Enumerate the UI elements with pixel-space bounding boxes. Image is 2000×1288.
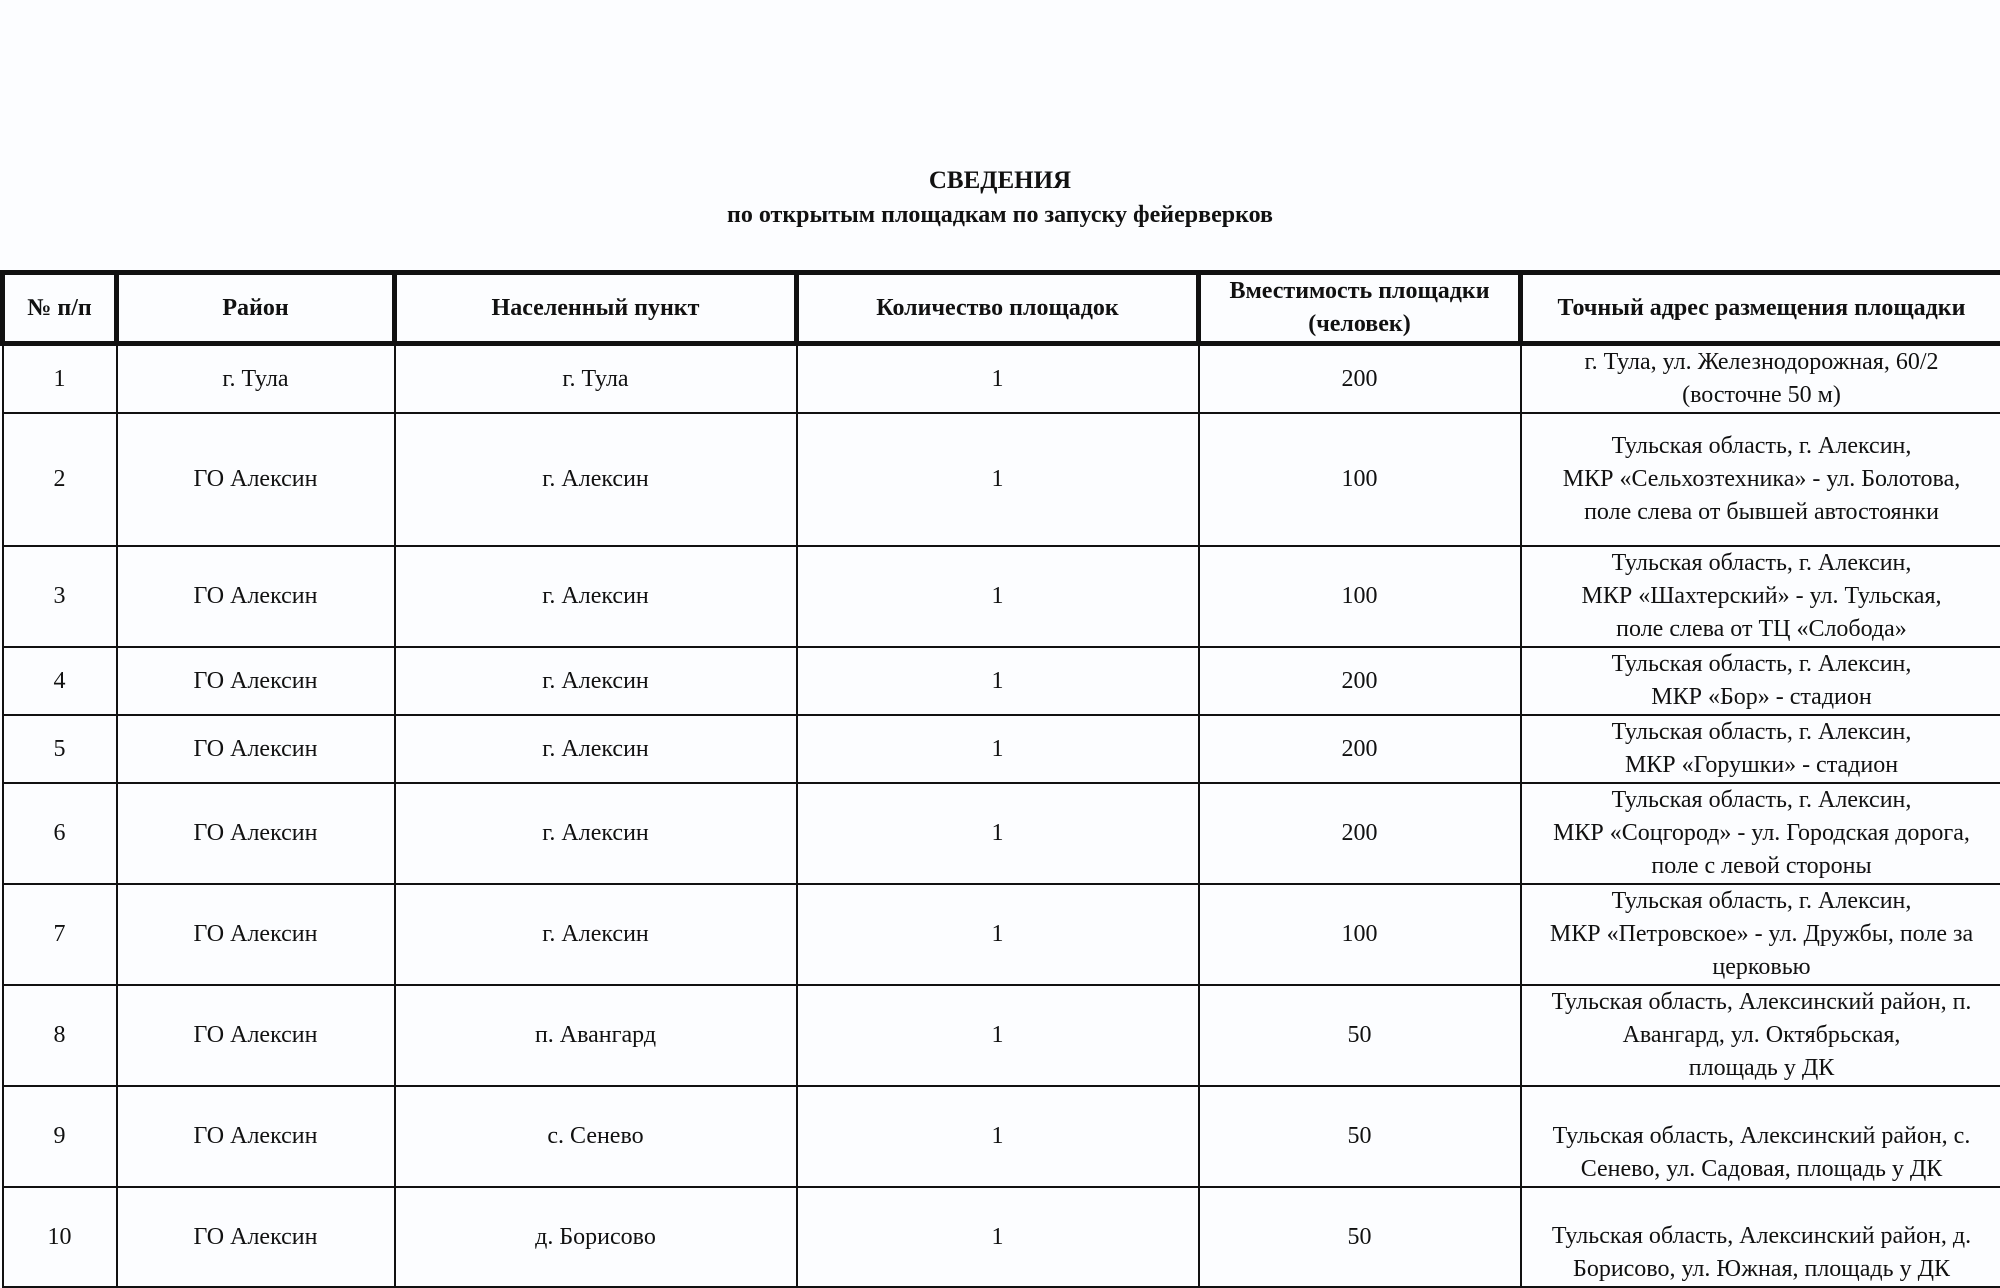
- cell-count: 1: [797, 1187, 1199, 1287]
- cell-address: [1521, 413, 2000, 546]
- cell-settlement: п. Авангард: [395, 985, 797, 1086]
- table-row: [3, 783, 2000, 884]
- cell-address: [1521, 1187, 2000, 1287]
- cell-settlement: с. Сенево: [395, 1086, 797, 1187]
- cell-capacity: 50: [1199, 1187, 1521, 1287]
- address-line: Тульская область, г. Алексин,: [1526, 547, 1998, 580]
- header-capacity-line2: (человек): [1204, 308, 1515, 341]
- table-row: [3, 884, 2000, 985]
- address-line: МКР «Сельхозтехника» - ул. Болотова,: [1526, 463, 1998, 496]
- cell-num: 3: [3, 546, 117, 647]
- cell-settlement: г. Алексин: [395, 647, 797, 715]
- cell-count: 1: [797, 546, 1199, 647]
- cell-capacity: 100: [1199, 884, 1521, 985]
- address-line: Сенево, ул. Садовая, площадь у ДК: [1526, 1153, 1998, 1186]
- sites-table: [0, 270, 2000, 1288]
- cell-address: [1521, 884, 2000, 985]
- cell-num: 6: [3, 783, 117, 884]
- cell-district: ГО Алексин: [117, 647, 395, 715]
- document-title-block: [0, 164, 2000, 232]
- cell-settlement: д. Борисово: [395, 1187, 797, 1287]
- address-line: поле слева от бывшей автостоянки: [1526, 496, 1998, 529]
- cell-settlement: г. Алексин: [395, 884, 797, 985]
- cell-district: ГО Алексин: [117, 1187, 395, 1287]
- document-title: СВЕДЕНИЯ: [0, 164, 2000, 198]
- header-address: Точный адрес размещения площадки: [1521, 273, 2000, 344]
- cell-settlement: г. Алексин: [395, 413, 797, 546]
- address-line: поле слева от ТЦ «Слобода»: [1526, 613, 1998, 646]
- cell-address: [1521, 647, 2000, 715]
- cell-address: [1521, 546, 2000, 647]
- cell-num: 2: [3, 413, 117, 546]
- cell-district: ГО Алексин: [117, 413, 395, 546]
- address-line: Тульская область, г. Алексин,: [1526, 430, 1998, 463]
- table-row: [3, 647, 2000, 715]
- address-line: Тульская область, г. Алексин,: [1526, 784, 1998, 817]
- cell-district: ГО Алексин: [117, 985, 395, 1086]
- cell-count: 1: [797, 647, 1199, 715]
- address-line: Тульская область, Алексинский район, д.: [1526, 1220, 1998, 1253]
- cell-num: 1: [3, 344, 117, 414]
- cell-num: 7: [3, 884, 117, 985]
- cell-count: 1: [797, 985, 1199, 1086]
- address-line: церковью: [1526, 951, 1998, 984]
- header-capacity-line1: Вместимость площадки: [1204, 275, 1515, 308]
- address-line: Тульская область, г. Алексин,: [1526, 716, 1998, 749]
- table-row: [3, 1187, 2000, 1287]
- table-row: [3, 1086, 2000, 1187]
- header-settlement: Населенный пункт: [395, 273, 797, 344]
- cell-address: [1521, 715, 2000, 783]
- address-line: МКР «Бор» - стадион: [1526, 681, 1998, 714]
- cell-settlement: г. Алексин: [395, 783, 797, 884]
- header-count: Количество площадок: [797, 273, 1199, 344]
- header-capacity: [1199, 273, 1521, 344]
- cell-count: 1: [797, 715, 1199, 783]
- cell-count: 1: [797, 413, 1199, 546]
- cell-count: 1: [797, 884, 1199, 985]
- address-line: МКР «Петровское» - ул. Дружбы, поле за: [1526, 918, 1998, 951]
- cell-district: ГО Алексин: [117, 1086, 395, 1187]
- table-row: [3, 985, 2000, 1086]
- cell-count: 1: [797, 344, 1199, 414]
- table-row: [3, 344, 2000, 414]
- table-row: [3, 413, 2000, 546]
- address-line: Тульская область, Алексинский район, с.: [1526, 1120, 1998, 1153]
- address-line: Тульская область, г. Алексин,: [1526, 648, 1998, 681]
- table-header-row: [3, 273, 2000, 344]
- header-district: Район: [117, 273, 395, 344]
- cell-district: ГО Алексин: [117, 715, 395, 783]
- cell-address: [1521, 783, 2000, 884]
- cell-district: г. Тула: [117, 344, 395, 414]
- cell-capacity: 100: [1199, 546, 1521, 647]
- header-num: № п/п: [3, 273, 117, 344]
- cell-num: 10: [3, 1187, 117, 1287]
- cell-num: 4: [3, 647, 117, 715]
- address-line: МКР «Горушки» - стадион: [1526, 749, 1998, 782]
- address-line: МКР «Шахтерский» - ул. Тульская,: [1526, 580, 1998, 613]
- cell-capacity: 50: [1199, 1086, 1521, 1187]
- cell-district: ГО Алексин: [117, 546, 395, 647]
- cell-settlement: г. Алексин: [395, 715, 797, 783]
- address-line: Тульская область, Алексинский район, п.: [1526, 986, 1998, 1019]
- cell-address: [1521, 344, 2000, 414]
- table-body: [3, 344, 2000, 1288]
- cell-address: [1521, 985, 2000, 1086]
- cell-capacity: 200: [1199, 647, 1521, 715]
- address-line: (восточне 50 м): [1526, 379, 1998, 412]
- cell-num: 8: [3, 985, 117, 1086]
- cell-count: 1: [797, 1086, 1199, 1187]
- address-line: Тульская область, г. Алексин,: [1526, 885, 1998, 918]
- address-line: МКР «Соцгород» - ул. Городская дорога,: [1526, 817, 1998, 850]
- address-line: поле с левой стороны: [1526, 850, 1998, 883]
- cell-settlement: г. Алексин: [395, 546, 797, 647]
- cell-capacity: 200: [1199, 715, 1521, 783]
- cell-count: 1: [797, 783, 1199, 884]
- cell-district: ГО Алексин: [117, 884, 395, 985]
- address-line: площадь у ДК: [1526, 1052, 1998, 1085]
- cell-address: [1521, 1086, 2000, 1187]
- cell-capacity: 200: [1199, 344, 1521, 414]
- address-line: Авангард, ул. Октябрьская,: [1526, 1019, 1998, 1052]
- cell-num: 5: [3, 715, 117, 783]
- address-line: г. Тула, ул. Железнодорожная, 60/2: [1526, 346, 1998, 379]
- cell-capacity: 50: [1199, 985, 1521, 1086]
- table-row: [3, 715, 2000, 783]
- cell-district: ГО Алексин: [117, 783, 395, 884]
- cell-settlement: г. Тула: [395, 344, 797, 414]
- address-line: Борисово, ул. Южная, площадь у ДК: [1526, 1253, 1998, 1286]
- document-subtitle: по открытым площадкам по запуску фейерверков: [0, 198, 2000, 232]
- table-row: [3, 546, 2000, 647]
- cell-num: 9: [3, 1086, 117, 1187]
- cell-capacity: 100: [1199, 413, 1521, 546]
- cell-capacity: 200: [1199, 783, 1521, 884]
